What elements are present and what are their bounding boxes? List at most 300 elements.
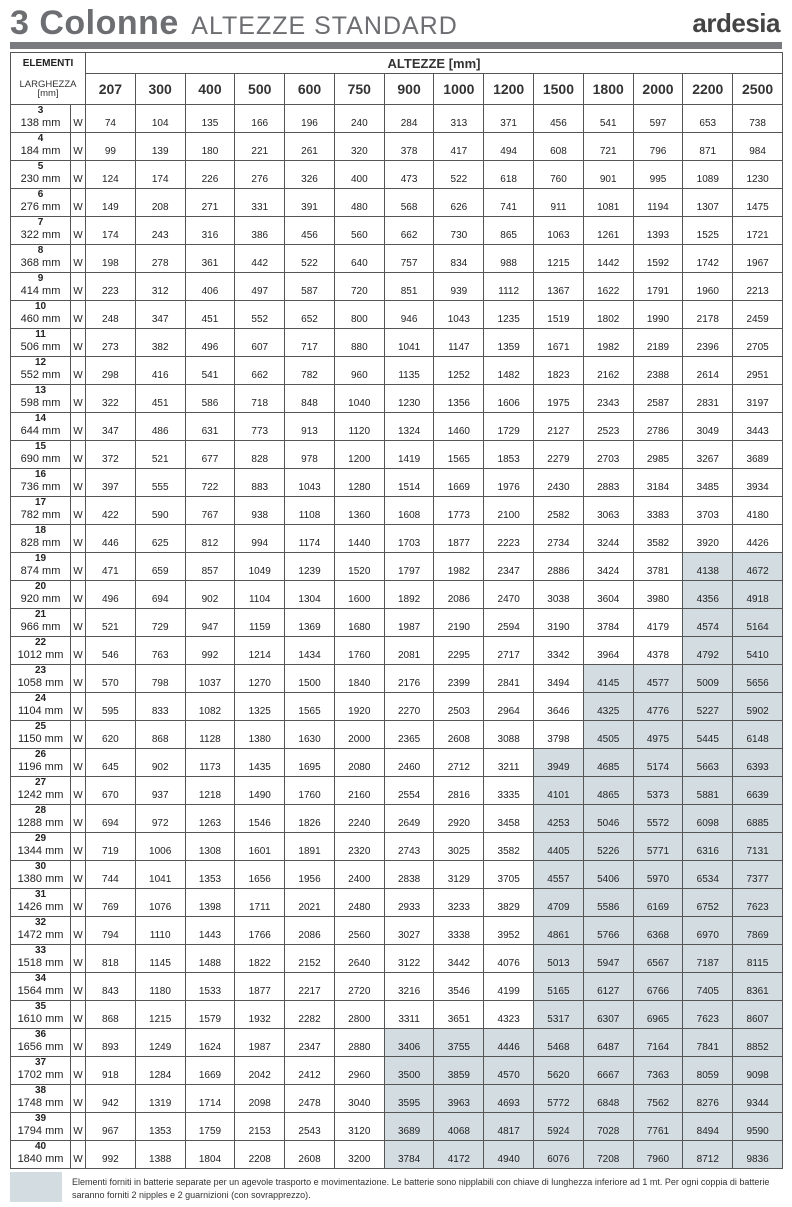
value-cell: 521 [86, 609, 136, 637]
table-row [11, 441, 783, 469]
value-cell: 868 [135, 721, 185, 749]
value-cell: 1520 [334, 553, 384, 581]
value-cell: 2343 [583, 385, 633, 413]
value-cell: 2703 [583, 441, 633, 469]
value-cell: 5046 [583, 805, 633, 833]
unit-cell: W [71, 777, 86, 805]
value-cell: 135 [185, 105, 235, 133]
value-cell: 4570 [484, 1057, 534, 1085]
row-label [11, 581, 71, 609]
row-width: 1702 mm [17, 1069, 64, 1081]
height-column-header: 1200 [484, 74, 534, 105]
row-label [11, 553, 71, 581]
value-cell: 3689 [733, 441, 783, 469]
row-width: 276 mm [20, 201, 61, 213]
value-cell: 3122 [384, 945, 434, 973]
table-row [11, 133, 783, 161]
value-cell: 4672 [733, 553, 783, 581]
value-cell: 597 [633, 105, 683, 133]
value-cell: 763 [135, 637, 185, 665]
value-cell: 988 [484, 245, 534, 273]
value-cell: 555 [135, 469, 185, 497]
value-cell: 718 [235, 385, 285, 413]
value-cell: 451 [185, 301, 235, 329]
value-cell: 104 [135, 105, 185, 133]
value-cell: 3049 [683, 413, 733, 441]
unit-cell: W [71, 833, 86, 861]
value-cell: 3458 [484, 805, 534, 833]
value-cell: 4918 [733, 581, 783, 609]
value-cell: 757 [384, 245, 434, 273]
value-cell: 2743 [384, 833, 434, 861]
value-cell: 2587 [633, 385, 683, 413]
value-cell: 386 [235, 217, 285, 245]
value-cell: 7623 [683, 1001, 733, 1029]
value-cell: 8852 [733, 1029, 783, 1057]
value-cell: 3406 [384, 1029, 434, 1057]
table-row [11, 273, 783, 301]
element-count: 29 [34, 833, 47, 844]
element-count: 22 [34, 637, 47, 648]
value-cell: 720 [334, 273, 384, 301]
value-cell: 3949 [534, 749, 584, 777]
value-cell: 865 [484, 217, 534, 245]
row-label [11, 357, 71, 385]
value-cell: 149 [86, 189, 136, 217]
row-width: 690 mm [20, 453, 61, 465]
value-cell: 1565 [434, 441, 484, 469]
value-cell: 4865 [583, 777, 633, 805]
value-cell: 2081 [384, 637, 434, 665]
value-cell: 1110 [135, 917, 185, 945]
value-cell: 1600 [334, 581, 384, 609]
value-cell: 1252 [434, 357, 484, 385]
value-cell: 5165 [534, 973, 584, 1001]
unit-cell: W [71, 917, 86, 945]
value-cell: 2841 [484, 665, 534, 693]
element-count: 20 [34, 581, 47, 592]
unit-cell: W [71, 105, 86, 133]
row-width: 1840 mm [17, 1153, 64, 1165]
table-row [11, 609, 783, 637]
row-label [11, 973, 71, 1001]
value-cell: 2831 [683, 385, 733, 413]
value-cell: 4817 [484, 1113, 534, 1141]
value-cell: 1760 [285, 777, 335, 805]
value-cell: 1892 [384, 581, 434, 609]
value-cell: 124 [86, 161, 136, 189]
row-label [11, 861, 71, 889]
value-cell: 2213 [733, 273, 783, 301]
element-count: 4 [37, 133, 44, 144]
height-column-header: 500 [235, 74, 285, 105]
value-cell: 1482 [484, 357, 534, 385]
element-count: 13 [34, 385, 47, 396]
row-label [11, 721, 71, 749]
value-cell: 570 [86, 665, 136, 693]
value-cell: 74 [86, 105, 136, 133]
element-count: 5 [37, 161, 44, 172]
value-cell: 7960 [633, 1141, 683, 1169]
table-row [11, 161, 783, 189]
value-cell: 2594 [484, 609, 534, 637]
value-cell: 1773 [434, 497, 484, 525]
value-cell: 2320 [334, 833, 384, 861]
value-cell: 7841 [683, 1029, 733, 1057]
value-cell: 496 [86, 581, 136, 609]
value-cell: 2430 [534, 469, 584, 497]
value-cell: 2883 [583, 469, 633, 497]
element-count: 32 [34, 917, 47, 928]
value-cell: 995 [633, 161, 683, 189]
value-cell: 1490 [235, 777, 285, 805]
row-label [11, 441, 71, 469]
value-cell: 2086 [434, 581, 484, 609]
value-cell: 451 [135, 385, 185, 413]
value-cell: 640 [334, 245, 384, 273]
value-cell: 1440 [334, 525, 384, 553]
value-cell: 198 [86, 245, 136, 273]
value-cell: 347 [86, 413, 136, 441]
row-label [11, 693, 71, 721]
value-cell: 2480 [334, 889, 384, 917]
value-cell: 4405 [534, 833, 584, 861]
value-cell: 1308 [185, 833, 235, 861]
value-cell: 1877 [434, 525, 484, 553]
row-width: 1012 mm [17, 649, 64, 661]
element-count: 14 [34, 413, 47, 424]
value-cell: 397 [86, 469, 136, 497]
value-cell: 2098 [235, 1085, 285, 1113]
value-cell: 271 [185, 189, 235, 217]
value-cell: 2217 [285, 973, 335, 1001]
value-cell: 2127 [534, 413, 584, 441]
value-cell: 4253 [534, 805, 584, 833]
legend-text: Elementi forniti in batterie separate per un agevole trasporto e movimentazione. Le batterie sono nipplabili con chiave di lunghezza inferiore ad 1 mt. Per ogni coppia di batterie saranno forniti 2 nipples e 2 guarnizioni (con sovrapprezzo). [72, 1177, 770, 1200]
value-cell: 1982 [434, 553, 484, 581]
value-cell: 9344 [733, 1085, 783, 1113]
value-cell: 1120 [334, 413, 384, 441]
row-label [11, 917, 71, 945]
value-cell: 6127 [583, 973, 633, 1001]
table-row [11, 749, 783, 777]
unit-cell: W [71, 1113, 86, 1141]
value-cell: 1791 [633, 273, 683, 301]
value-cell: 946 [384, 301, 434, 329]
value-cell: 3546 [434, 973, 484, 1001]
table-row [11, 553, 783, 581]
table-row [11, 1029, 783, 1057]
value-cell: 1823 [534, 357, 584, 385]
value-cell: 406 [185, 273, 235, 301]
value-cell: 273 [86, 329, 136, 357]
value-cell: 2951 [733, 357, 783, 385]
value-cell: 347 [135, 301, 185, 329]
unit-cell: W [71, 357, 86, 385]
table-row [11, 413, 783, 441]
value-cell: 7761 [633, 1113, 683, 1141]
value-cell: 1398 [185, 889, 235, 917]
value-cell: 3342 [534, 637, 584, 665]
value-cell: 3338 [434, 917, 484, 945]
value-cell: 769 [86, 889, 136, 917]
height-column-header: 2000 [633, 74, 683, 105]
value-cell: 7363 [633, 1057, 683, 1085]
value-cell: 880 [334, 329, 384, 357]
value-cell: 298 [86, 357, 136, 385]
row-label [11, 1085, 71, 1113]
value-cell: 326 [285, 161, 335, 189]
element-count: 31 [34, 889, 47, 900]
value-cell: 382 [135, 329, 185, 357]
value-cell: 5226 [583, 833, 633, 861]
value-cell: 5410 [733, 637, 783, 665]
value-cell: 719 [86, 833, 136, 861]
value-cell: 3920 [683, 525, 733, 553]
row-label [11, 497, 71, 525]
value-cell: 471 [86, 553, 136, 581]
height-column-header: 600 [285, 74, 335, 105]
value-cell: 1960 [683, 273, 733, 301]
row-width: 782 mm [20, 509, 61, 521]
value-cell: 473 [384, 161, 434, 189]
value-cell: 5656 [733, 665, 783, 693]
value-cell: 800 [334, 301, 384, 329]
row-label [11, 1141, 71, 1169]
row-label [11, 889, 71, 917]
height-column-header: 1800 [583, 74, 633, 105]
value-cell: 1606 [484, 385, 534, 413]
value-cell: 2960 [334, 1057, 384, 1085]
unit-cell: W [71, 525, 86, 553]
value-cell: 1671 [534, 329, 584, 357]
value-cell: 760 [534, 161, 584, 189]
value-cell: 2080 [334, 749, 384, 777]
value-cell: 942 [86, 1085, 136, 1113]
value-cell: 1108 [285, 497, 335, 525]
value-cell: 3311 [384, 1001, 434, 1029]
value-cell: 798 [135, 665, 185, 693]
value-cell: 4446 [484, 1029, 534, 1057]
value-cell: 1759 [185, 1113, 235, 1141]
value-cell: 1049 [235, 553, 285, 581]
value-cell: 2800 [334, 1001, 384, 1029]
height-column-header: 2500 [733, 74, 783, 105]
value-cell: 1967 [733, 245, 783, 273]
value-cell: 1215 [135, 1001, 185, 1029]
row-width: 552 mm [20, 369, 61, 381]
value-cell: 2640 [334, 945, 384, 973]
value-cell: 322 [86, 385, 136, 413]
value-cell: 818 [86, 945, 136, 973]
value-cell: 1982 [583, 329, 633, 357]
unit-cell: W [71, 609, 86, 637]
value-cell: 794 [86, 917, 136, 945]
value-cell: 208 [135, 189, 185, 217]
value-cell: 868 [86, 1001, 136, 1029]
value-cell: 694 [86, 805, 136, 833]
value-cell: 3063 [583, 497, 633, 525]
table-row [11, 805, 783, 833]
value-cell: 1128 [185, 721, 235, 749]
value-cell: 5373 [633, 777, 683, 805]
value-cell: 1656 [235, 861, 285, 889]
value-cell: 1711 [235, 889, 285, 917]
value-cell: 3120 [334, 1113, 384, 1141]
value-cell: 2279 [534, 441, 584, 469]
value-cell: 851 [384, 273, 434, 301]
value-cell: 4505 [583, 721, 633, 749]
row-label [11, 301, 71, 329]
row-label [11, 329, 71, 357]
value-cell: 1147 [434, 329, 484, 357]
value-cell: 1063 [534, 217, 584, 245]
value-cell: 9098 [733, 1057, 783, 1085]
value-cell: 7208 [583, 1141, 633, 1169]
value-cell: 3784 [583, 609, 633, 637]
value-cell: 2396 [683, 329, 733, 357]
value-cell: 2295 [434, 637, 484, 665]
row-label [11, 217, 71, 245]
value-cell: 1630 [285, 721, 335, 749]
value-cell: 4792 [683, 637, 733, 665]
value-cell: 8276 [683, 1085, 733, 1113]
element-count: 7 [37, 217, 44, 228]
value-cell: 1307 [683, 189, 733, 217]
value-cell: 486 [135, 413, 185, 441]
value-cell: 2608 [285, 1141, 335, 1169]
unit-cell: W [71, 1141, 86, 1169]
value-cell: 918 [86, 1057, 136, 1085]
element-count: 40 [34, 1141, 47, 1152]
element-count: 28 [34, 805, 47, 816]
value-cell: 8494 [683, 1113, 733, 1141]
value-cell: 1215 [534, 245, 584, 273]
table-row [11, 357, 783, 385]
row-label [11, 161, 71, 189]
element-count: 18 [34, 525, 47, 536]
value-cell: 2176 [384, 665, 434, 693]
value-cell: 312 [135, 273, 185, 301]
value-cell: 1877 [235, 973, 285, 1001]
value-cell: 6307 [583, 1001, 633, 1029]
value-cell: 1460 [434, 413, 484, 441]
row-label [11, 637, 71, 665]
value-cell: 618 [484, 161, 534, 189]
value-cell: 3952 [484, 917, 534, 945]
element-count: 21 [34, 609, 47, 620]
unit-cell: W [71, 413, 86, 441]
value-cell: 2920 [434, 805, 484, 833]
value-cell: 1230 [733, 161, 783, 189]
value-cell: 2400 [334, 861, 384, 889]
value-cell: 1533 [185, 973, 235, 1001]
value-cell: 4378 [633, 637, 683, 665]
value-cell: 400 [334, 161, 384, 189]
value-cell: 2223 [484, 525, 534, 553]
value-cell: 6970 [683, 917, 733, 945]
value-cell: 2712 [434, 749, 484, 777]
height-column-header: 300 [135, 74, 185, 105]
value-cell: 1419 [384, 441, 434, 469]
value-cell: 8361 [733, 973, 783, 1001]
value-cell: 1760 [334, 637, 384, 665]
value-cell: 1826 [285, 805, 335, 833]
value-cell: 1592 [633, 245, 683, 273]
value-cell: 1369 [285, 609, 335, 637]
value-cell: 3038 [534, 581, 584, 609]
row-label [11, 805, 71, 833]
value-cell: 902 [135, 749, 185, 777]
value-cell: 1367 [534, 273, 584, 301]
heat-output-table [10, 52, 783, 1169]
value-cell: 99 [86, 133, 136, 161]
value-cell: 3335 [484, 777, 534, 805]
value-cell: 6534 [683, 861, 733, 889]
value-cell: 645 [86, 749, 136, 777]
unit-cell: W [71, 973, 86, 1001]
value-cell: 3646 [534, 693, 584, 721]
value-cell: 3595 [384, 1085, 434, 1113]
value-cell: 1987 [384, 609, 434, 637]
value-cell: 4574 [683, 609, 733, 637]
table-row [11, 833, 783, 861]
value-cell: 521 [135, 441, 185, 469]
value-cell: 3781 [633, 553, 683, 581]
value-cell: 2880 [334, 1029, 384, 1057]
row-width: 506 mm [20, 341, 61, 353]
value-cell: 2100 [484, 497, 534, 525]
table-row [11, 637, 783, 665]
value-cell: 1214 [235, 637, 285, 665]
value-cell: 560 [334, 217, 384, 245]
value-cell: 1669 [185, 1057, 235, 1085]
value-cell: 1082 [185, 693, 235, 721]
value-cell: 331 [235, 189, 285, 217]
value-cell: 939 [434, 273, 484, 301]
value-cell: 1280 [334, 469, 384, 497]
value-cell: 2886 [534, 553, 584, 581]
value-cell: 3040 [334, 1085, 384, 1113]
value-cell: 2933 [384, 889, 434, 917]
value-cell: 1435 [235, 749, 285, 777]
value-cell: 9836 [733, 1141, 783, 1169]
value-cell: 994 [235, 525, 285, 553]
unit-cell: W [71, 637, 86, 665]
value-cell: 4693 [484, 1085, 534, 1113]
row-width: 138 mm [20, 117, 61, 129]
value-cell: 1319 [135, 1085, 185, 1113]
value-cell: 3980 [633, 581, 683, 609]
value-cell: 767 [185, 497, 235, 525]
value-cell: 4068 [434, 1113, 484, 1141]
value-cell: 1565 [285, 693, 335, 721]
value-cell: 7131 [733, 833, 783, 861]
value-cell: 6567 [633, 945, 683, 973]
table-row [11, 721, 783, 749]
row-label [11, 665, 71, 693]
table-row [11, 525, 783, 553]
header-elements: ELEMENTI [11, 53, 86, 74]
row-width: 1150 mm [17, 733, 64, 745]
unit-cell: W [71, 385, 86, 413]
value-cell: 1443 [185, 917, 235, 945]
value-cell: 442 [235, 245, 285, 273]
value-cell: 1261 [583, 217, 633, 245]
value-cell: 1174 [285, 525, 335, 553]
value-cell: 1601 [235, 833, 285, 861]
value-cell: 631 [185, 413, 235, 441]
